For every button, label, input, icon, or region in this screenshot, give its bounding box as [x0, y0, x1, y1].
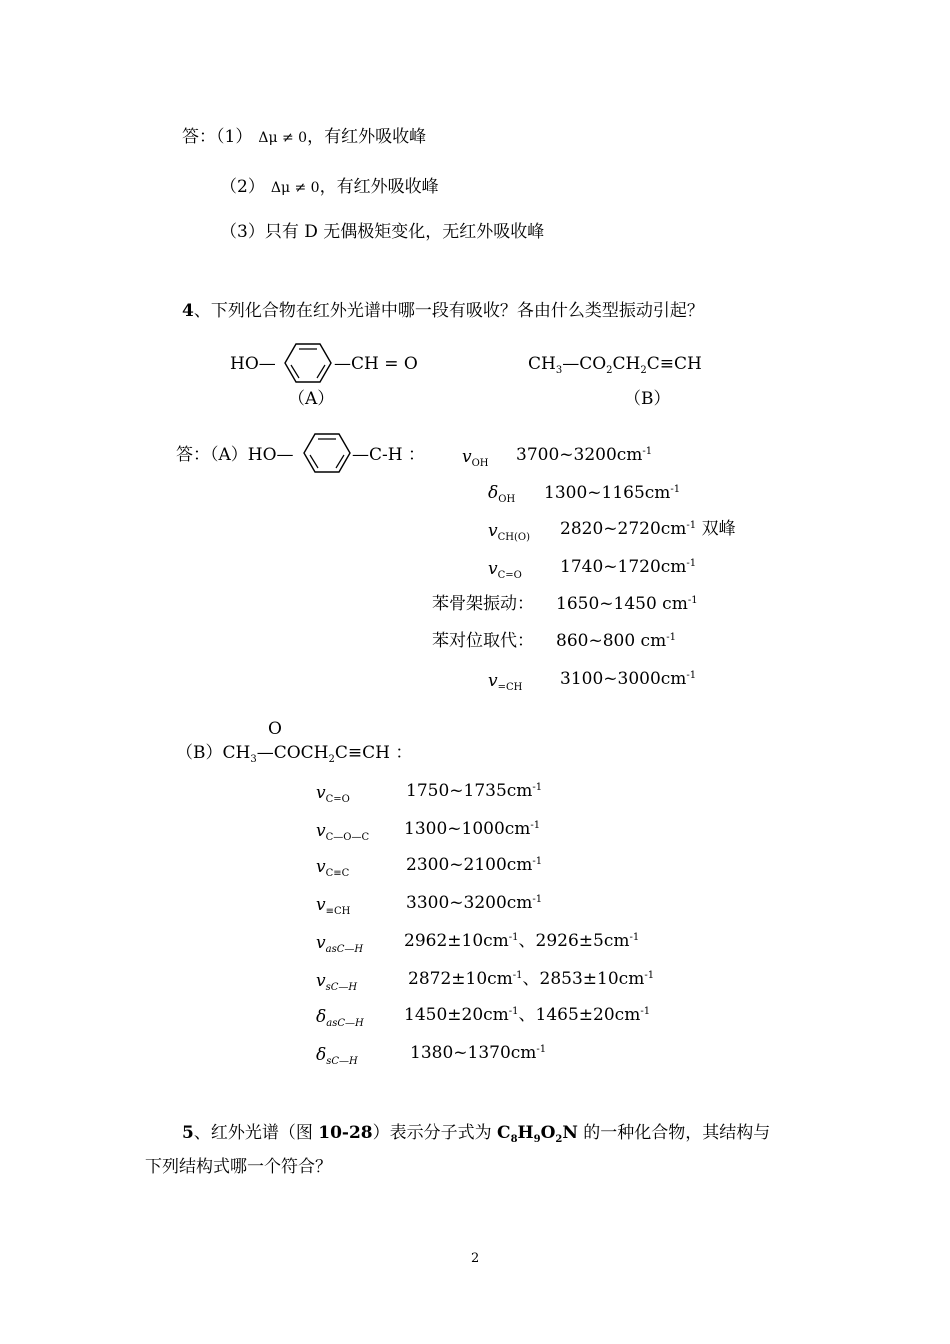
- q3-answer-line-1: [182, 126, 426, 149]
- vibration-row: $v_{C=O}$: [316, 783, 350, 805]
- wavenumber-range: $3300\sim 3200cm^{-1}$: [406, 893, 543, 913]
- q5-question: 5、红外光谱（图 10-28）表示分子式为 $C_8H_9O_2N$ 的一种化合物，其结构与: [182, 1123, 771, 1145]
- question-number: 4: [182, 301, 194, 321]
- delta-mu-formula: Δμ ≠ 0: [258, 130, 308, 146]
- vibration-row: $v_{=CH}$: [488, 671, 523, 693]
- q5-question-line-2: 下列结构式哪一个符合？: [145, 1157, 332, 1177]
- para-substitution-label: 苯对位取代：: [432, 631, 534, 651]
- wavenumber-range: $1750\sim 1735cm^{-1}$: [406, 781, 543, 801]
- wavenumber-range: $3100\sim 3000cm^{-1}$: [560, 669, 697, 689]
- compound-b-label: （B）: [624, 389, 671, 409]
- q3-answer-prefix: 答：（1）: [182, 127, 253, 147]
- wavenumber-range: $2872\pm 10cm^{-1}$、$2853\pm 10cm^{-1}$: [408, 969, 655, 989]
- vibration-row: $v_{asC—H}$: [316, 933, 364, 955]
- carbonyl-o-label: O: [268, 719, 282, 739]
- compound-a-right: —CH = O: [334, 354, 418, 374]
- vibration-row: $v_{CH(O)}$: [488, 521, 530, 543]
- q4-question: [182, 300, 704, 322]
- wavenumber-range: $2820\sim 2720cm^{-1}$ 双峰: [560, 519, 736, 539]
- compound-a-label: （A）: [288, 389, 335, 409]
- q3-answer-line-2: [220, 176, 439, 199]
- benzene-ring-icon: [283, 342, 333, 384]
- q3-answer-text: ，有红外吸收峰: [319, 177, 439, 197]
- vibration-row: $v_{C=O}$: [488, 559, 522, 581]
- wavenumber-range: $1300\sim 1000cm^{-1}$: [404, 819, 541, 839]
- page-number: 2: [471, 1251, 480, 1266]
- wavenumber-range: $1450\pm 20cm^{-1}$、$1465\pm 20cm^{-1}$: [404, 1005, 651, 1025]
- vibration-row: $\delta_{asC—H}$: [316, 1007, 364, 1029]
- vibration-row: $\delta_{sC—H}$: [316, 1045, 358, 1067]
- compound-b-formula: $CH_3—CO_2CH_2C\equiv CH$: [528, 354, 702, 376]
- wavenumber-range: 1650~1450 $cm^{-1}$: [556, 594, 698, 614]
- vibration-row: $v_{\equiv CH}$: [316, 895, 351, 917]
- benzene-ring-icon: [302, 432, 352, 474]
- vibration-row: $v_{C—O—C}$: [316, 821, 370, 843]
- wavenumber-range: $2962\pm 10cm^{-1}$、$2926\pm 5cm^{-1}$: [404, 931, 640, 951]
- q3-answer-text: ，有红外吸收峰: [307, 127, 427, 147]
- answer-b-formula: $(B)CH_3—COCH_2C\equiv CH$ ：: [176, 743, 413, 765]
- wavenumber-range: $1300\sim 1165cm^{-1}$: [544, 483, 681, 503]
- question-text: 、下列化合物在红外光谱中哪一段有吸收？各由什么类型振动引起？: [193, 301, 704, 321]
- wavenumber-range: $1740\sim 1720cm^{-1}$: [560, 557, 697, 577]
- answer-a-prefix: 答：（A）HO—: [176, 445, 294, 465]
- wavenumber-range: $1380\sim 1370cm^{-1}$: [410, 1043, 547, 1063]
- molecular-formula: $C_8H_9O_2N$: [497, 1123, 578, 1145]
- vibration-row: $v_{sC—H}$: [316, 971, 358, 993]
- wavenumber-range: $3700\sim 3200cm^{-1}$: [516, 445, 653, 465]
- compound-a-left: HO—: [230, 354, 276, 374]
- vibration-row: $\delta_{OH}$: [488, 483, 516, 505]
- vibration-row: $v_{OH}$: [462, 447, 489, 469]
- vibration-row: $v_{C\equiv C}$: [316, 857, 350, 879]
- q3-answer-line-3: （3）只有 D 无偶极矩变化，无红外吸收峰: [220, 222, 545, 242]
- q3-answer-prefix: （2）: [220, 177, 265, 197]
- answer-a-suffix: —C-H ：: [352, 445, 425, 465]
- delta-mu-formula: Δμ ≠ 0: [270, 180, 320, 196]
- skeleton-label: 苯骨架振动：: [432, 594, 534, 614]
- wavenumber-range: $2300\sim 2100cm^{-1}$: [406, 855, 543, 875]
- wavenumber-range: 860~800 $cm^{-1}$: [556, 631, 676, 651]
